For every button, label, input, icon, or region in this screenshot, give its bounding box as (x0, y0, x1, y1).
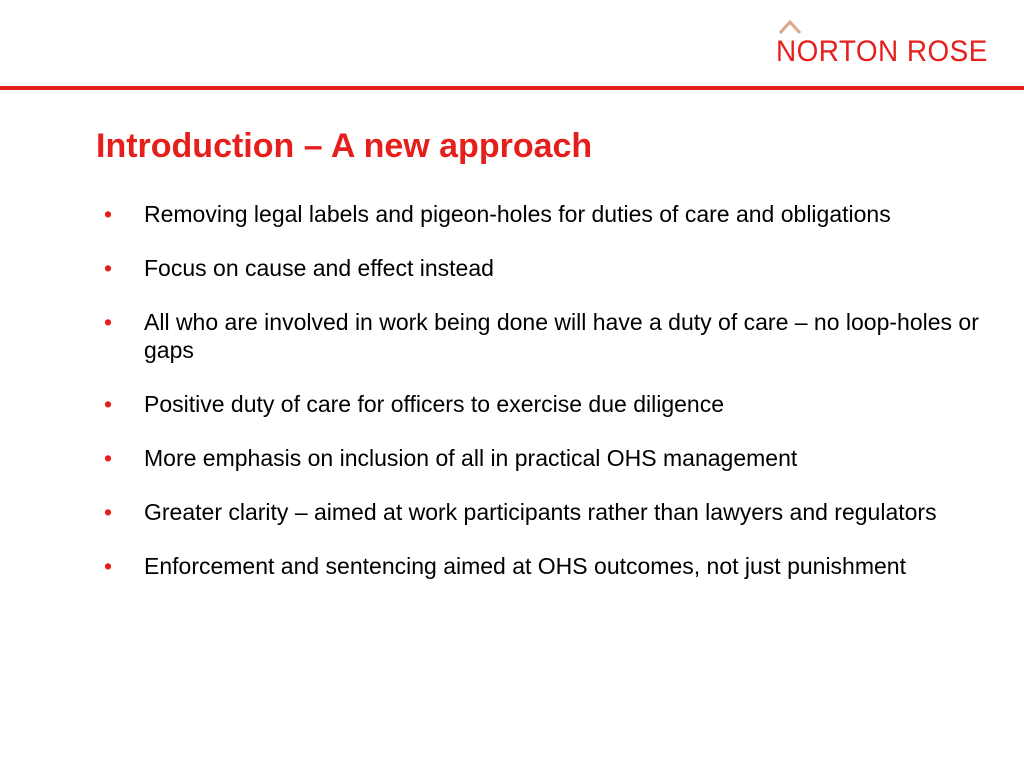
logo-text: NORTON ROSE (776, 35, 988, 68)
header-divider (0, 86, 1024, 90)
bullet-text: Positive duty of care for officers to exercise due diligence (144, 391, 724, 417)
bullet-item (104, 390, 984, 418)
bullet-item (104, 308, 984, 364)
bullet-text: Greater clarity – aimed at work participants rather than lawyers and regulators (144, 499, 937, 525)
bullet-icon: • (104, 391, 113, 417)
bullet-icon: • (104, 553, 113, 579)
bullet-text: Enforcement and sentencing aimed at OHS outcomes, not just punishment (144, 553, 906, 579)
bullet-list (104, 200, 984, 606)
slide-title: Introduction – A new approach (96, 127, 593, 165)
bullet-icon: • (104, 445, 113, 471)
bullet-item (104, 498, 984, 526)
bullet-text: Focus on cause and effect instead (144, 255, 494, 281)
bullet-text: More emphasis on inclusion of all in practical OHS management (144, 445, 798, 471)
bullet-item (104, 552, 984, 580)
bullet-item (104, 254, 984, 282)
bullet-icon: • (104, 201, 113, 227)
bullet-text: Removing legal labels and pigeon-holes for duties of care and obligations (144, 201, 891, 227)
bullet-item (104, 444, 984, 472)
bullet-icon: • (104, 309, 113, 335)
bullet-text: All who are involved in work being done will have a duty of care – no loop-holes or gaps (144, 309, 979, 363)
bullet-item (104, 200, 984, 228)
norton-rose-logo (776, 20, 1006, 70)
bullet-icon: • (104, 499, 113, 525)
chevron-logo-icon (779, 20, 801, 34)
bullet-icon: • (104, 255, 113, 281)
